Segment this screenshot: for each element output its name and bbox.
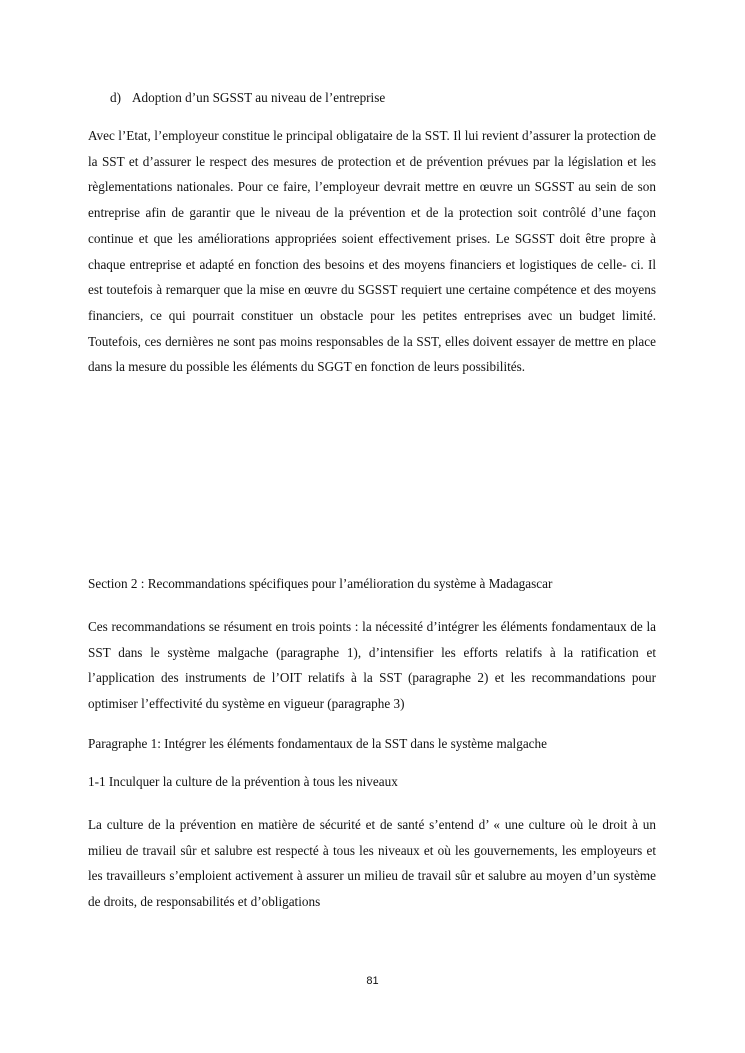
section-2-title: Section 2 : Recommandations spécifiques pour l’amélioration du système à Madagascar [88,576,553,591]
subsection-1-1-title: 1-1 Inculquer la culture de la prévention à tous les niveaux [88,774,398,789]
page-number: 81 [366,975,379,987]
heading-text: Adoption d’un SGSST au niveau de l’entreprise [132,90,386,105]
heading-adoption-sgsst [110,89,385,107]
list-marker: d) [110,90,121,105]
paragraph-employer-obligations: Avec l’Etat, l’employeur constitue le principal obligataire de la SST. Il lui revient d’assurer la protection de la SST et d’assurer le respect des mesures de protection et de prévention prévues par la législation et les règlementations nationales. Pour ce faire, l’employeur devrait mettre en œuvre un SGSST au sein de son entreprise afin de garantir que le niveau de la prévention et de la protection soit contrôlé d’une façon continue et que les améliorations appropriées soient effectivement prises. Le SGSST doit être propre à chaque entreprise et adapté en fonction des besoins et des moyens financiers et logistiques de celle- ci. Il est toutefois à remarquer que la mise en œuvre du SGSST requiert une certaine compétence et des moyens financiers, ce qui pourrait constituer un obstacle pour les petites entreprises avec un budget limité. Toutefois, ces dernières ne sont pas moins responsables de la SST, elles doivent essayer de mettre en place dans la mesure du possible les éléments du SGGT en fonction de leurs possibilités. [88,128,656,375]
paragraph-recommendations-summary: Ces recommandations se résument en trois points : la nécessité d’intégrer les éléments fondamentaux de la SST dans le système malgache (paragraphe 1), d’intensifier les efforts relatifs à la ratification et l’application des instruments de l’OIT relatifs à la SST (paragraphe 2) et les recommandations pour optimiser l’effectivité du système en vigueur (paragraphe 3) [88,619,656,712]
paragraph-prevention-culture: La culture de la prévention en matière de sécurité et de santé s’entend d’ « une culture où le droit à un milieu de travail sûr et salubre est respecté à tous les niveaux et où les gouvernements, les employeurs et les travailleurs s’emploient activement à assurer un milieu de travail sûr et salubre au moyen d’un système de droits, de responsabilités et d’obligations [88,817,656,910]
paragraphe-1-title: Paragraphe 1: Intégrer les éléments fondamentaux de la SST dans le système malgache [88,736,547,751]
